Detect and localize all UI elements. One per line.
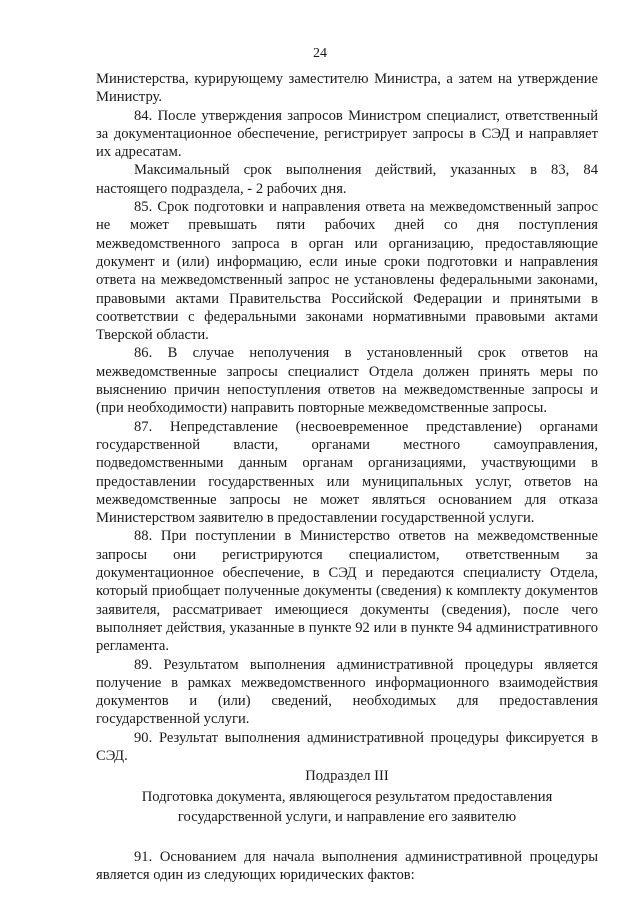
paragraph: 90. Результат выполнения административной процедуры фиксируется в СЭД. <box>96 729 598 764</box>
paragraph: 88. При поступлении в Министерство ответов на межведомственные запросы они регистрируются специалистом, ответственным за документационное обеспечение, в СЭД и передаются специалисту Отдела, который приобщает полученные документы (сведения) к комплекту документов заявителя, рассматривает имеющиеся документы (сведения), после чего выполняет действия, указанные в пункте 92 или в пункте 94 административного регламента. <box>96 528 598 655</box>
page-number: 24 <box>313 46 327 61</box>
paragraph: 87. Непредставление (несвоевременное представление) органами государственной власти, органами местного самоуправления, подведомственными данным органам организациями, участвующими в предоставлении государственных или муниципальных услуг, ответов на межведомственные запросы не может являться основанием для отказа Министерством заявителю в предоставлении государственной услуги. <box>96 418 598 527</box>
paragraph: 91. Основанием для начала выполнения административной процедуры является один из следующих юридических фактов: <box>96 849 598 884</box>
paragraph: 86. В случае неполучения в установленный срок ответов на межведомственные запросы специалист Отдела должен принять меры по выяснению причин непоступления ответов на межведомственные запросы и (при необходимости) направить повторные межведомственные запросы. <box>96 345 598 417</box>
paragraphs-after <box>96 848 598 885</box>
paragraph: Министерства, курирующему заместителю Министра, а затем на утверждение Министру. <box>96 71 598 106</box>
subsection-heading-line1: Подготовка документа, являющегося результатом предоставления <box>141 788 553 805</box>
paragraph: 85. Срок подготовки и направления ответа на межведомственный запрос не может превышать пяти рабочих дней со дня поступления межведомственного запроса в орган или организацию, предоставляющие документ и (или) информацию, если иные сроки подготовки и направления ответа на межведомственный запрос не установлены федеральными законами, правовыми актами Правительства Российской Федерации и принятыми в соответствии с федеральными законами нормативными правовыми актами Тверской области. <box>96 199 598 344</box>
document-body <box>96 70 598 885</box>
subsection-title: Подраздел III <box>305 768 389 785</box>
paragraph: 89. Результатом выполнения административной процедуры является получение в рамках межведомственного информационного взаимодействия документов и (или) сведений, необходимых для предоставления государственной услуги. <box>96 656 598 728</box>
paragraph: Максимальный срок выполнения действий, указанных в 83, 84 настоящего подраздела, - 2 рабочих дня. <box>96 162 598 197</box>
paragraphs-before <box>96 70 598 765</box>
subsection-heading-line2: государственной услуги, и направление его заявителю <box>177 808 517 825</box>
paragraph: 84. После утверждения запросов Министром специалист, ответственный за документационное обеспечение, регистрирует запросы в СЭД и направляет их адресатам. <box>96 107 598 161</box>
